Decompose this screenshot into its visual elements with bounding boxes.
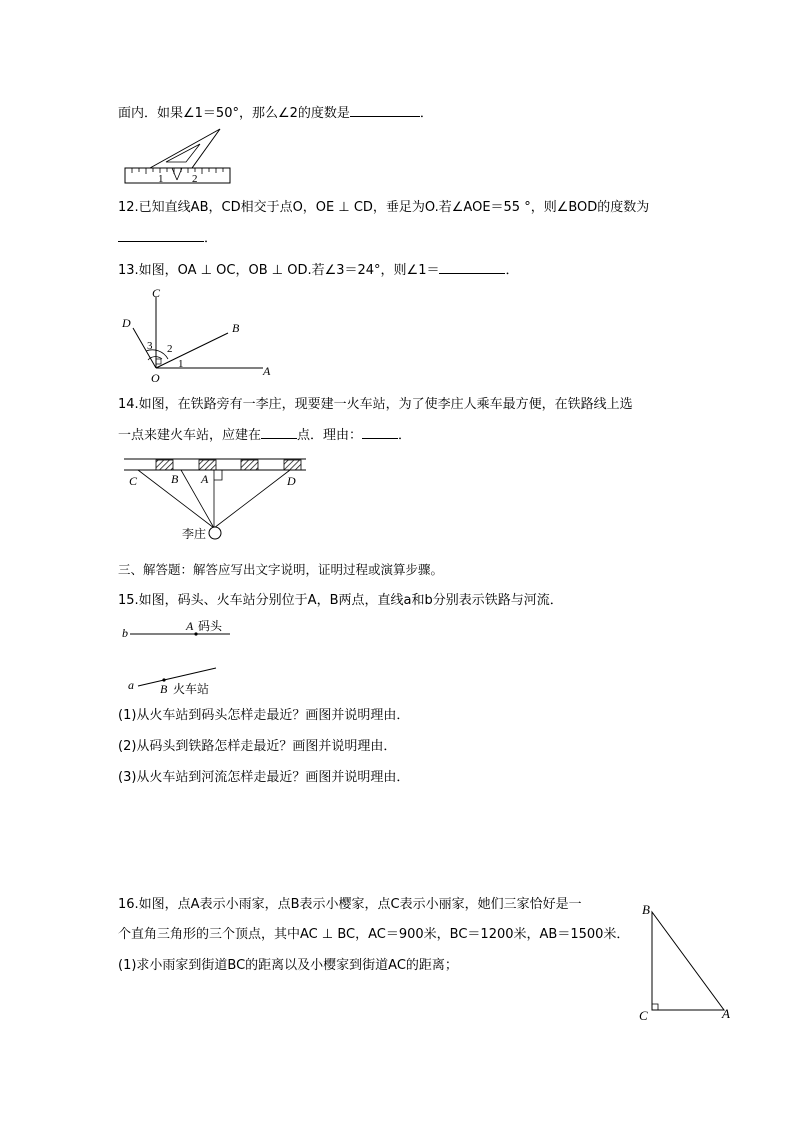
q13-period: ．	[505, 263, 519, 278]
q15-dock-label: 码头	[198, 619, 223, 633]
q11-angle2-label: 2	[192, 173, 198, 185]
q16-line2	[118, 926, 629, 944]
q14-figure	[124, 454, 314, 544]
q16-statement-2: 个直角三角形的三个顶点，其中AC ⊥ BC，AC＝900米，BC＝1200米，AB＝1500米．	[118, 927, 630, 942]
q15-sub2-text: (2)从码头到铁路怎样走最近？画图并说明理由．	[118, 739, 397, 754]
q15-sub1-text: (1)从火车站到码头怎样走最近？画图并说明理由．	[118, 708, 410, 723]
q15-sub3-text: (3)从火车站到河流怎样走最近？画图并说明理由．	[118, 770, 410, 785]
q14-period: ．	[398, 428, 412, 443]
q14-label-c: C	[129, 474, 138, 488]
q13-label-c: C	[152, 286, 161, 300]
q14-statement-2: 一点来建火车站，应建在	[118, 428, 262, 443]
q13-label-o: O	[151, 371, 160, 385]
q16-sub1	[118, 957, 458, 975]
q14-village-label: 李庄	[182, 527, 207, 541]
q11-statement: 面内．如果∠1＝50°，那么∠2的度数是	[118, 106, 350, 121]
q14-reason-blank[interactable]	[362, 426, 398, 439]
q15-label-b-line: b	[122, 626, 128, 640]
q13-text	[118, 261, 519, 280]
q13-angle2-label: 2	[167, 343, 173, 355]
q15-sub2	[118, 738, 396, 756]
q16-figure	[636, 900, 746, 1025]
q13-figure	[118, 285, 278, 385]
q13-label-d: D	[122, 316, 131, 330]
q16-sub1-text: (1)求小雨家到街道BC的距离以及小樱家到街道AC的距离；	[118, 958, 458, 973]
q15-statement: 15.如图，码头、火车站分别位于A，B两点，直线a和b分别表示铁路与河流．	[118, 593, 563, 608]
q16-line1	[118, 896, 582, 914]
q15-figure	[118, 618, 248, 698]
q13-label-b: B	[232, 321, 240, 335]
q13-label-a: A	[263, 364, 271, 378]
q11-text	[118, 104, 433, 123]
q14-line1	[118, 396, 633, 414]
q11-angle1-label: 1	[158, 173, 164, 185]
q13-angle3-label: 3	[147, 340, 153, 352]
q15-sub3	[118, 769, 409, 787]
q14-point-blank[interactable]	[261, 426, 297, 439]
q14-statement-3: 点．理由：	[297, 428, 363, 443]
q11-answer-blank[interactable]	[350, 104, 420, 117]
q15-label-b-point: B	[160, 682, 168, 696]
q13-angle1-label: 1	[178, 358, 184, 370]
q12-statement: 12.已知直线AB，CD相交于点O，OE ⊥ CD，垂足为O.若∠AOE＝55 °，则∠BOD的度数为	[118, 200, 650, 215]
right-triangle	[652, 912, 724, 1010]
q14-line2	[118, 426, 411, 445]
q11-figure	[120, 128, 240, 188]
section-3-title: 三、解答题：解答应写出文字说明，证明过程或演算步骤。	[118, 562, 444, 577]
q15-sub1	[118, 707, 409, 725]
q15-label-a-line: a	[128, 678, 134, 692]
q16-label-c: C	[639, 1008, 648, 1023]
q12-text	[118, 199, 649, 217]
q15-label-a-point: A	[186, 619, 194, 633]
q11-period: ．	[419, 106, 433, 121]
q16-label-a: A	[722, 1006, 730, 1021]
q15-station-label: 火车站	[173, 682, 210, 696]
q14-label-a: A	[201, 472, 209, 486]
q14-label-b: B	[171, 472, 179, 486]
q12-period: ．	[204, 231, 218, 246]
q12-answer-blank[interactable]	[118, 229, 204, 242]
section-3-heading	[118, 561, 443, 579]
q13-answer-blank[interactable]	[439, 261, 505, 274]
q12-answer-line	[118, 229, 217, 248]
ray-od	[133, 328, 156, 368]
q16-statement-1: 16.如图，点A表示小雨家，点B表示小樱家，点C表示小丽家，她们三家恰好是一	[118, 897, 582, 912]
q14-label-d: D	[287, 474, 296, 488]
q15-text	[118, 592, 563, 610]
q13-statement: 13.如图，OA ⊥ OC，OB ⊥ OD.若∠3＝24°，则∠1＝	[118, 263, 440, 278]
q16-label-b: B	[642, 902, 650, 917]
village-marker	[209, 527, 221, 539]
q14-statement-1: 14.如图，在铁路旁有一李庄，现要建一火车站，为了使李庄人乘车最方便，在铁路线上选	[118, 397, 633, 412]
